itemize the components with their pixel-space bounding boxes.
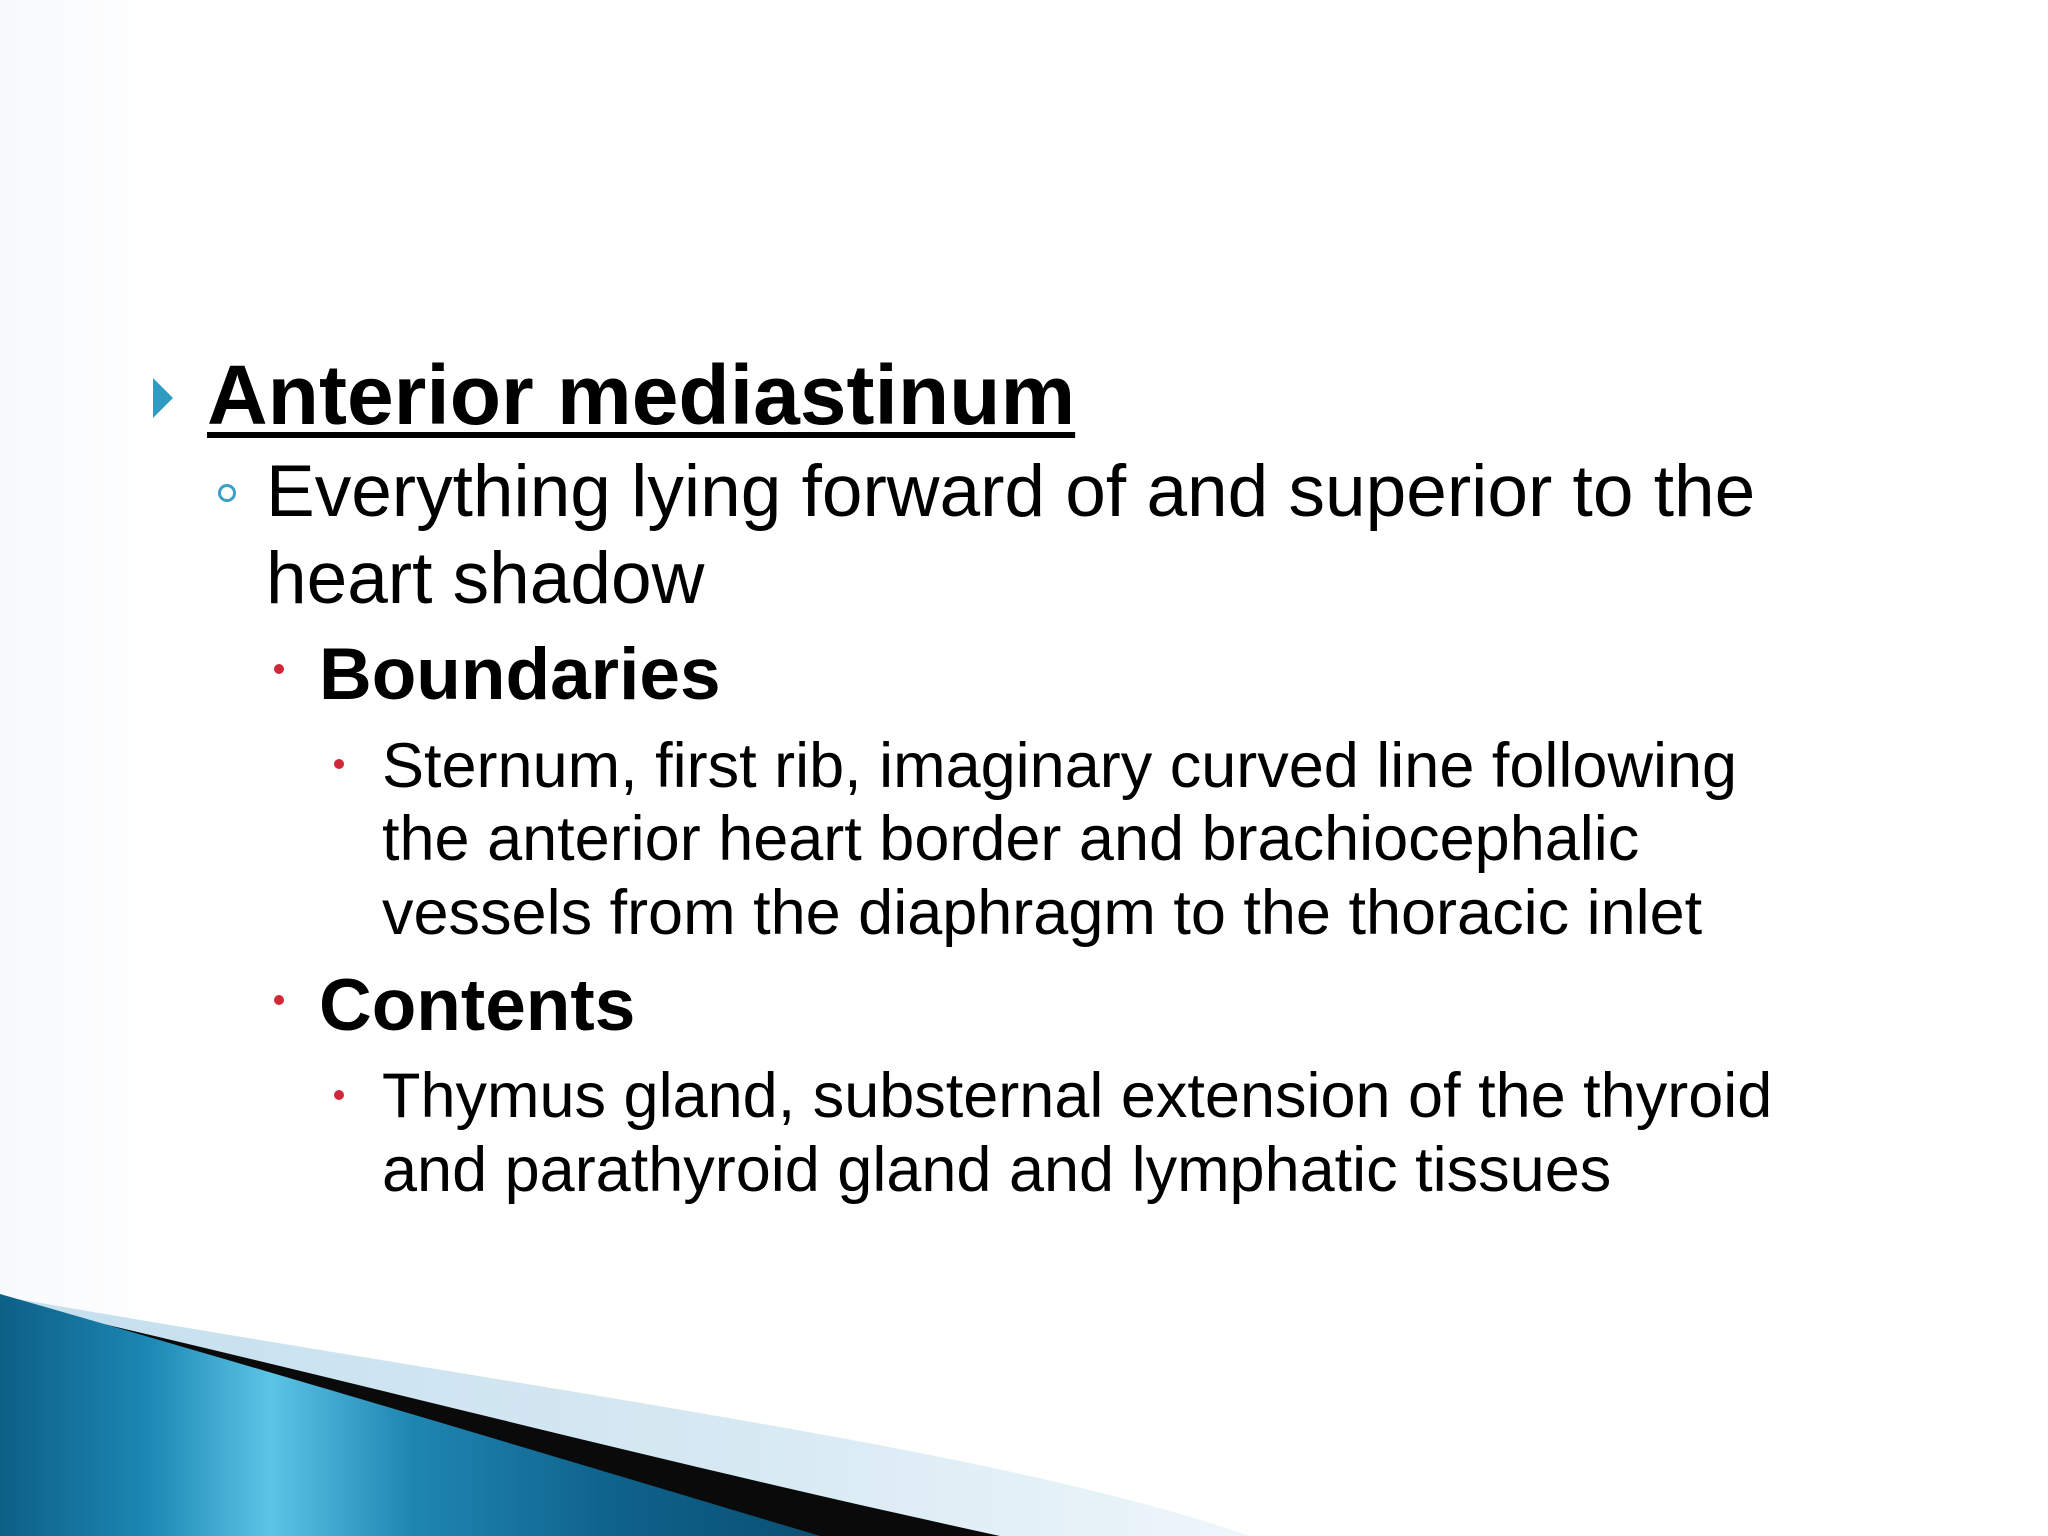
definition-line-2: heart shadow [266, 538, 705, 619]
slide-title: Anterior mediastinum [207, 348, 1076, 442]
dot-bullet-icon [334, 759, 344, 769]
definition-line-1: Everything lying forward of and superior to the [266, 451, 1756, 532]
dot-bullet-icon [334, 1090, 344, 1100]
contents-line-2: and parathyroid gland and lymphatic tissues [382, 1135, 1612, 1205]
dot-bullet-icon [274, 664, 284, 674]
boundaries-line-3: vessels from the diaphragm to the thoracic inlet [382, 878, 1703, 948]
triangle-bullet-icon [153, 378, 173, 418]
boundaries-heading: Boundaries [319, 634, 721, 715]
ring-bullet-icon [218, 484, 236, 502]
contents-line-1: Thymus gland, substernal extension of the thyroid [382, 1061, 1773, 1131]
boundaries-line-2: the anterior heart border and brachiocephalic [382, 804, 1640, 874]
contents-heading: Contents [319, 965, 636, 1046]
dot-bullet-icon [274, 995, 284, 1005]
boundaries-line-1: Sternum, first rib, imaginary curved line following [382, 731, 1738, 801]
